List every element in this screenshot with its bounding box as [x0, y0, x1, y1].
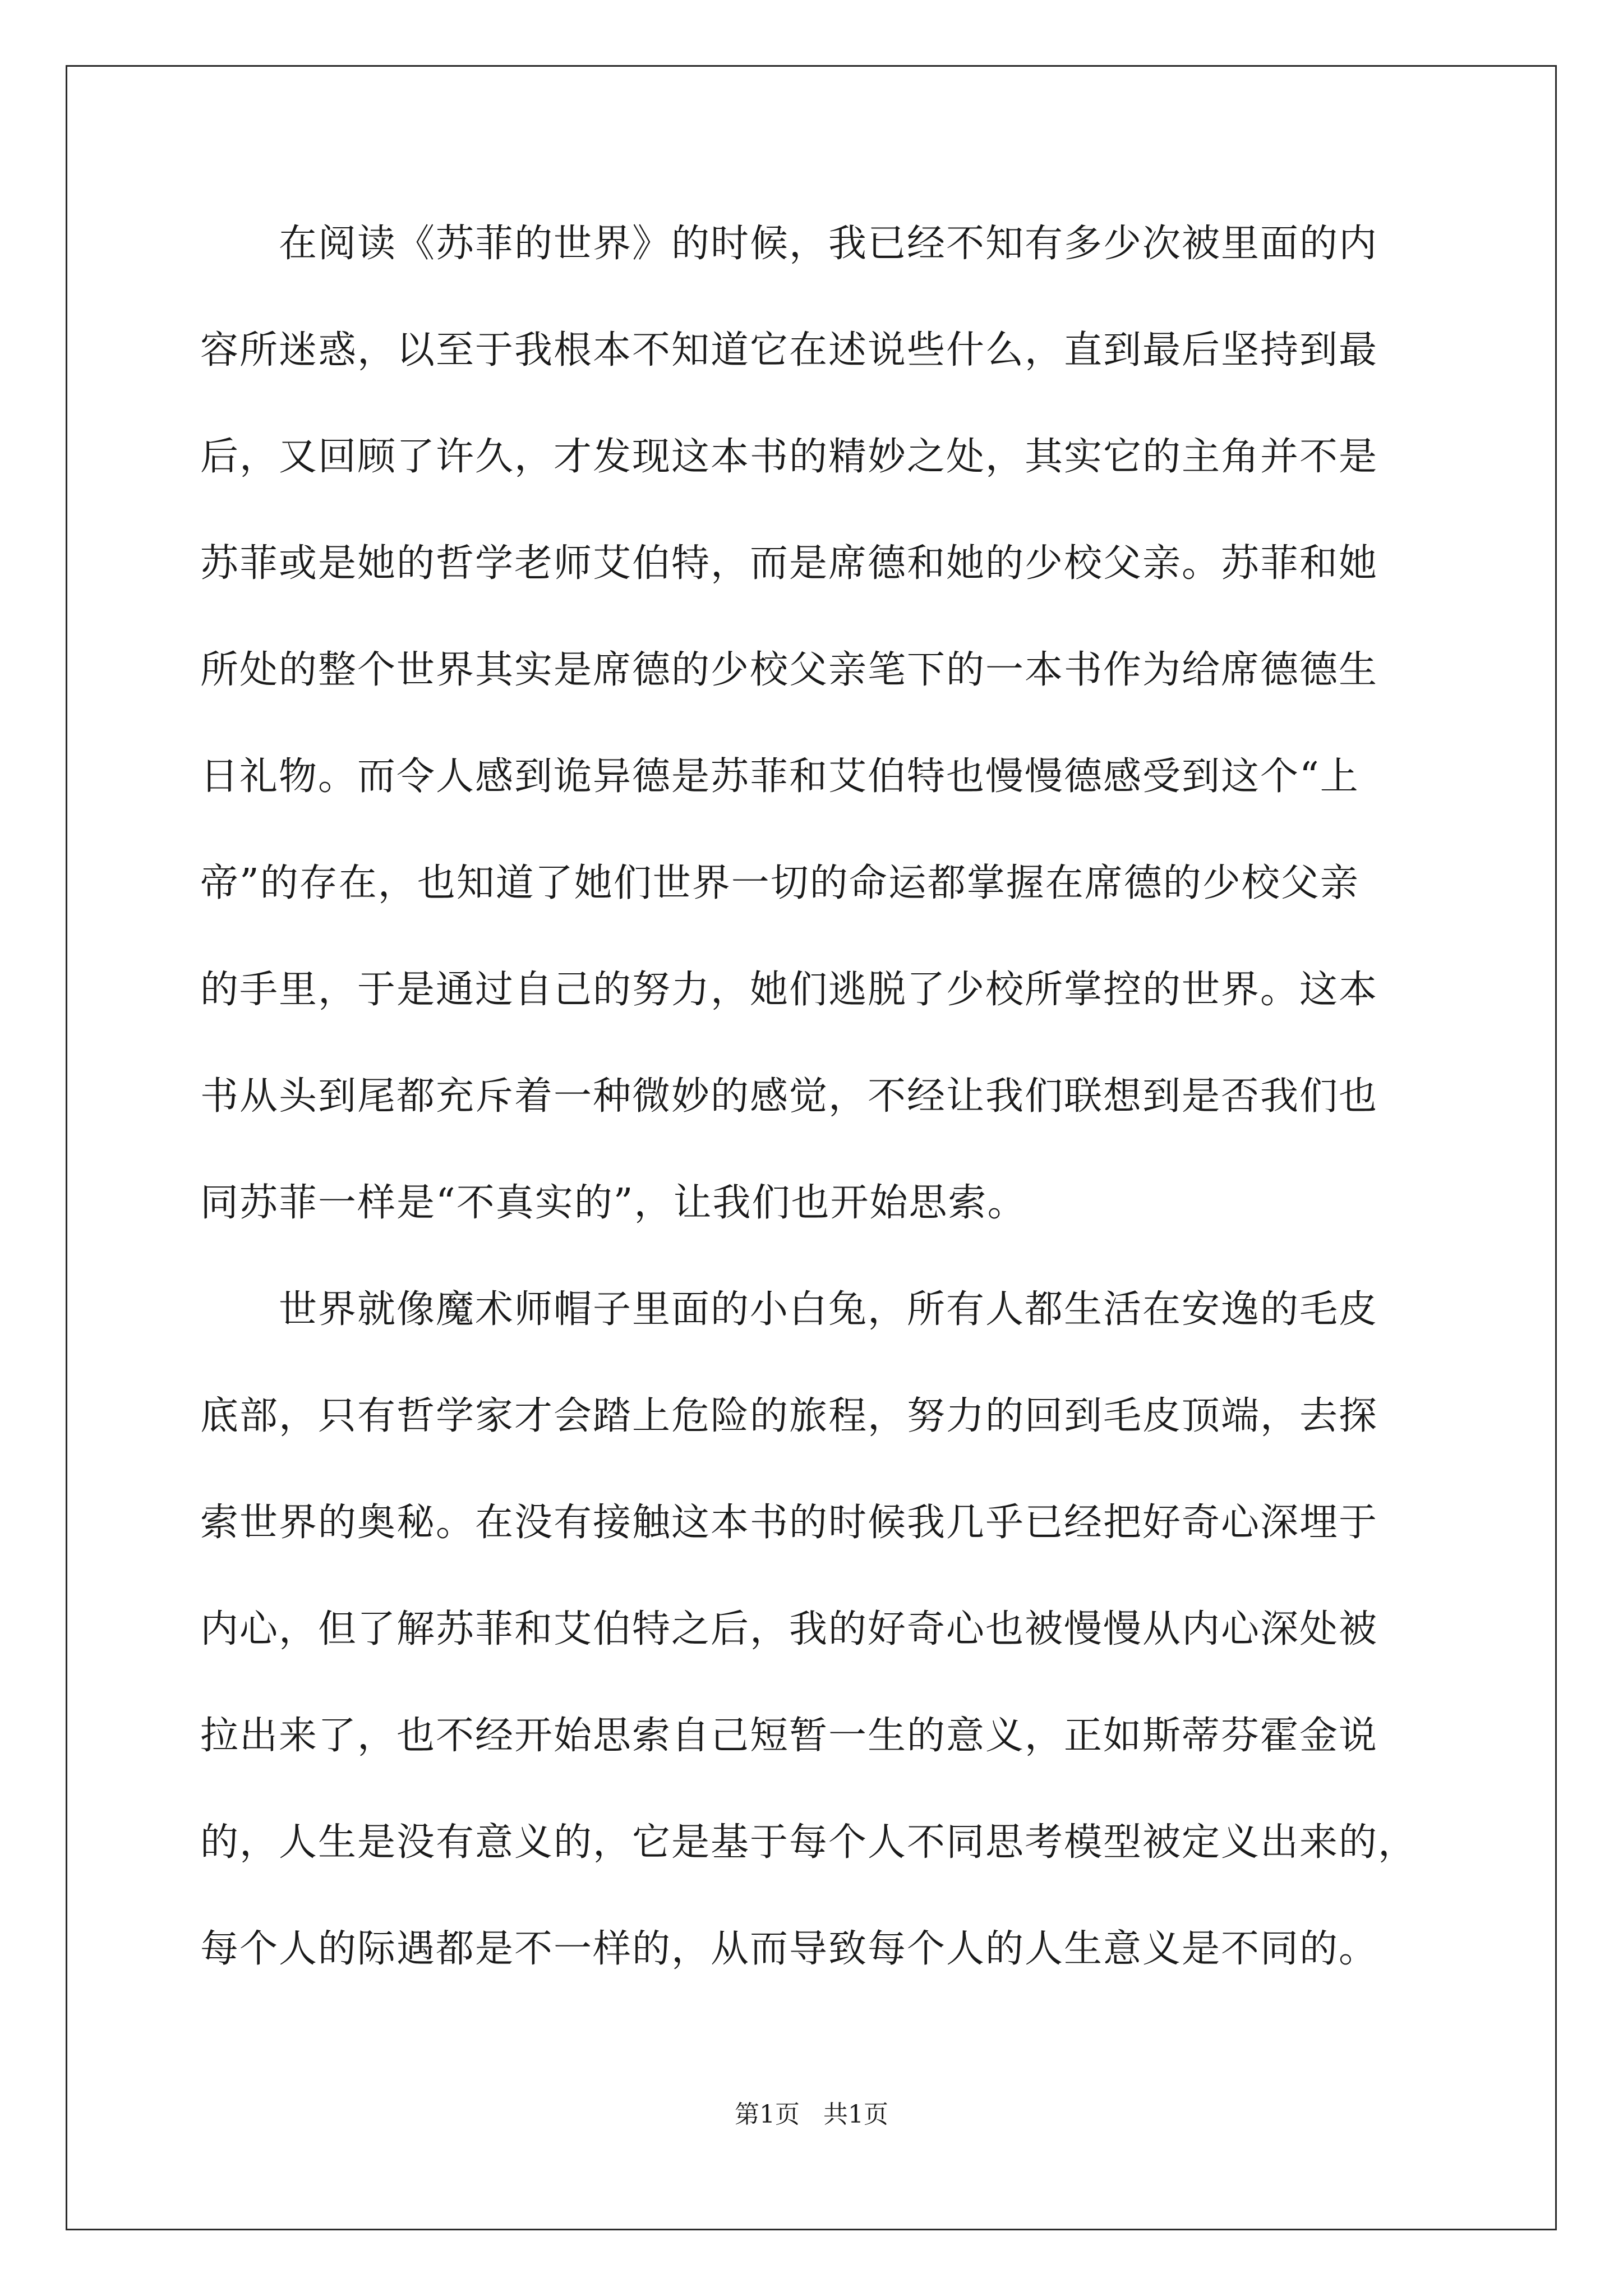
paragraph-2-line-3: 索世界的奥秘。在没有接触这本书的时候我几乎已经把好奇心深埋于 — [200, 1501, 1378, 1545]
paragraph-1-line-4: 苏菲或是她的哲学老师艾伯特，而是席德和她的少校父亲。苏菲和她 — [200, 541, 1378, 586]
page-border — [66, 65, 1557, 2230]
page-number-footer: 第1页 共1页 — [735, 2100, 888, 2129]
paragraph-2-line-2: 底部，只有哲学家才会踏上危险的旅程，努力的回到毛皮顶端，去探 — [200, 1394, 1378, 1438]
paragraph-1-line-3: 后，又回顾了许久，才发现这本书的精妙之处，其实它的主角并不是 — [200, 435, 1378, 479]
paragraph-1-line-6: 日礼物。而令人感到诡异德是苏菲和艾伯特也慢慢德感受到这个“上 — [200, 754, 1359, 799]
paragraph-1-line-1: 在阅读《苏菲的世界》的时候，我已经不知有多少次被里面的内 — [279, 222, 1378, 266]
paragraph-2-line-1: 世界就像魔术师帽子里面的小白兔，所有人都生活在安逸的毛皮 — [279, 1287, 1378, 1332]
paragraph-1-line-10: 同苏菲一样是“不真实的”，让我们也开始思索。 — [200, 1181, 1027, 1225]
paragraph-1-line-9: 书从头到尾都充斥着一种微妙的感觉，不经让我们联想到是否我们也 — [200, 1074, 1378, 1119]
paragraph-2-line-6: 的，人生是没有意义的，它是基于每个人不同思考模型被定义出来的， — [200, 1820, 1418, 1865]
paragraph-2-line-5: 拉出来了，也不经开始思索自己短暂一生的意义，正如斯蒂芬霍金说 — [200, 1714, 1378, 1758]
paragraph-2-line-4: 内心，但了解苏菲和艾伯特之后，我的好奇心也被慢慢从内心深处被 — [200, 1607, 1378, 1651]
paragraph-2-line-7: 每个人的际遇都是不一样的，从而导致每个人的人生意义是不同的。 — [200, 1927, 1378, 1971]
paragraph-1-line-7: 帝”的存在，也知道了她们世界一切的命运都掌握在席德的少校父亲 — [200, 861, 1359, 905]
paragraph-1-line-2: 容所迷惑，以至于我根本不知道它在述说些什么，直到最后坚持到最 — [200, 328, 1378, 372]
paragraph-1-line-8: 的手里，于是通过自己的努力，她们逃脱了少校所掌控的世界。这本 — [200, 968, 1378, 1012]
paragraph-1-line-5: 所处的整个世界其实是席德的少校父亲笔下的一本书作为给席德德生 — [200, 648, 1378, 692]
